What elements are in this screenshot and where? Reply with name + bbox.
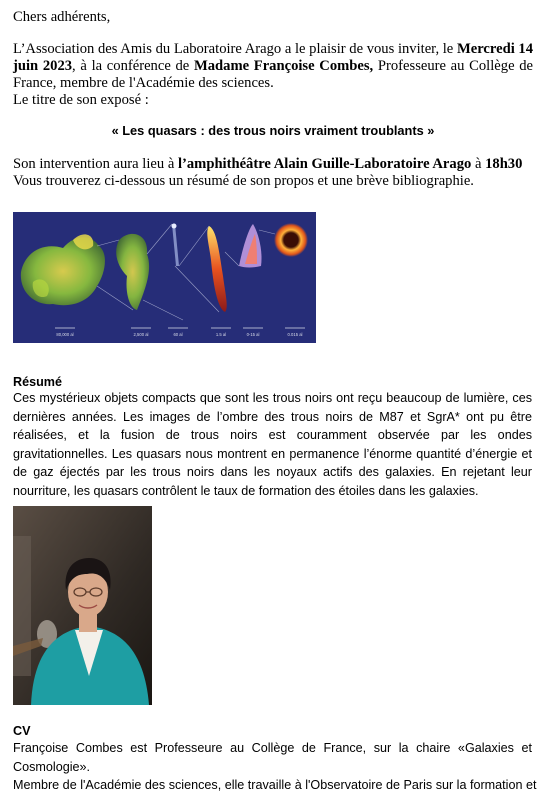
venue-place: l’amphithéâtre Alain Guille-Laboratoire Arago (177, 156, 472, 172)
venue-text-1: Son intervention aura lieu à (13, 156, 178, 172)
resume-heading: Résumé (13, 375, 62, 389)
cv-body-line-1: Françoise Combes est Professeure au Collège de France, sur la chaire «Galaxies et Cosmologie». (13, 741, 532, 774)
scale-bar-label: 1.5 al (215, 332, 227, 337)
bibliography-intro: Vous trouverez ci-dessous un résumé de son propos et une brève bibliographie. (13, 173, 474, 189)
intro-text-2: , à la conférence de (72, 58, 194, 74)
scale-bar-label: 0.015 al (287, 332, 303, 337)
cv-heading: CV (13, 724, 31, 738)
event-date: Mercredi 14 juin 2023 (13, 41, 533, 74)
black-hole-scale-figure (13, 212, 316, 343)
talk-title: « Les quasars : des trous noirs vraiment troublants » (111, 123, 435, 138)
intro-text-3: Professeure au Collège de France, membre de l'Académie des sciences. (13, 58, 534, 91)
resume-body: Ces mystérieux objets compacts que sont les trous noirs ont reçu beaucoup de lumière, ces dernières années. Les images de l’ombre des trous noirs de M87 et SgrA* ont pu être réalisées, et la fusion de trous noirs est couramment observée par les ondes gravitationnelles. Les quasars nous montrent en permanence l’énorme quantité d’énergie et de gaz éjectés par les trous noirs dans les noyaux actifs des galaxies. En rejetant leur nourriture, les quasars contrôlent le taux de formation des étoiles dans les galaxies. (13, 391, 532, 498)
invitation-paragraph (13, 41, 533, 92)
scale-bar-label: 2,500 al (133, 332, 149, 337)
scale-bar-label: 80,000 al (56, 332, 74, 337)
venue-line (13, 156, 543, 173)
black-hole-shadow-image (274, 223, 308, 257)
scale-bar-label: 0-15 al (246, 332, 260, 337)
cv-body-line-2: Membre de l'Académie des sciences, elle travaille à l'Observatoire de Paris sur la formation et (13, 778, 537, 792)
venue-time: 18h30 (485, 156, 523, 172)
speaker-name: Madame Françoise Combes, (193, 58, 374, 74)
letter-greeting: Chers adhérents, (13, 9, 111, 25)
intro-text-1: L’Association des Amis du Laboratoire Arago a le plaisir de vous inviter, le (13, 41, 457, 57)
speaker-portrait (13, 506, 152, 705)
scale-bar-label: 60 al (173, 332, 183, 337)
talk-title-intro: Le titre de son exposé : (13, 92, 149, 108)
venue-text-2: à (471, 156, 486, 172)
